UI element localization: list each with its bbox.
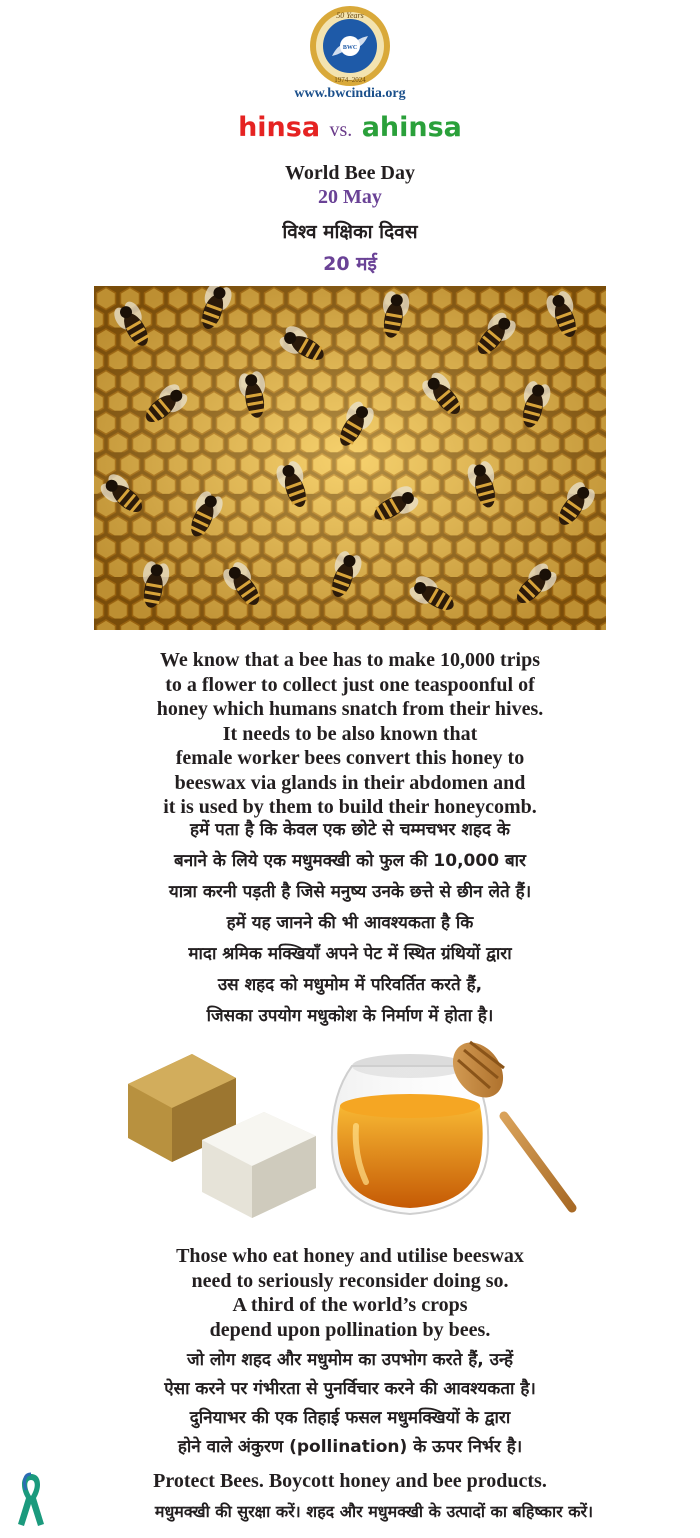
paragraph-line: यात्रा करनी पड़ती है जिसे मनुष्य उनके छत्ते से छीन लेते हैं। [168,882,532,902]
paragraph-line: हमें पता है कि केवल एक छोटे से चम्मचभर शहद के [190,820,510,840]
paragraph-line: A third of the world’s crops [232,1294,468,1316]
paragraph-line: बनाने के लिये एक मधुमक्खी को फुल की 10,000 बार [173,851,527,871]
brand-ahinsa: ahinsa [361,112,462,143]
paragraph-line: depend upon pollination by bees. [209,1318,491,1341]
paragraph-line: beeswax via glands in their abdomen and [174,771,526,794]
cta-english: Protect Bees. Boycott honey and bee products. [153,1470,547,1492]
paragraph-line: दुनियाभर की एक तिहाई फसल मधुमक्खियों के द्वारा [189,1408,511,1428]
brand-hinsa: hinsa [238,112,321,143]
paragraph-line: ऐसा करने पर गंभीरता से पुनर्विचार करने की आवश्यकता है। [164,1379,536,1399]
paragraph-line: it is used by them to build their honeycomb. [163,796,537,818]
website-url[interactable]: www.bwcindia.org [294,86,406,101]
paragraph-line: होने वाले अंकुरण (pollination) के ऊपर निर्भर है। [177,1437,523,1457]
beeswax-and-honey-jar-photo [118,1036,584,1226]
paragraph-line: We know that a bee has to make 10,000 trips [159,649,540,671]
paragraph-line: Those who eat honey and utilise beeswax [176,1245,524,1267]
paragraph-line: need to seriously reconsider doing so. [191,1269,509,1292]
svg-text:BWC: BWC [342,45,358,51]
bwc-logo-icon [306,4,394,88]
event-date-en: 20 May [318,186,382,208]
paragraph2-hindi [0,1346,700,1462]
paragraph2-english [0,1244,700,1342]
paragraph-line: मादा श्रमिक मक्खियाँ अपने पेट में स्थित ग्रंथियों द्वारा [188,944,512,964]
paragraph-line: उस शहद को मधुमोम में परिवर्तित करते हैं, [217,975,483,995]
paragraph-line: जिसका उपयोग मधुकोश के निर्माण में होता है। [206,1006,494,1026]
paragraph-line: It needs to be also known that [222,722,478,745]
paragraph-line: हमें यह जानने की भी आवश्यकता है कि [226,913,474,933]
event-title-en: World Bee Day [285,162,415,184]
paragraph-line: female worker bees convert this honey to [175,747,525,769]
brand-vs: vs. [329,119,353,141]
svg-text:50 Years: 50 Years [336,11,364,20]
bees-on-honeycomb-photo [94,286,606,630]
paragraph1-english [0,648,700,820]
paragraph1-hindi [0,815,700,1032]
paragraph-line: जो लोग शहद और मधुमोम का उपभोग करते हैं, उन्हें [186,1350,514,1370]
cta-hindi: मधुमक्खी की सुरक्षा करें। शहद और मधुमक्खी के उत्पादों का बहिष्कार करें। [154,1502,594,1521]
paragraph-line: honey which humans snatch from their hives. [156,698,544,720]
event-date-hi: 20 मई [323,253,377,275]
paragraph-line: to a flower to collect just one teaspoonful of [165,673,535,696]
event-title-hi: विश्व मक्षिका दिवस [282,221,418,243]
brand-title [0,112,700,143]
svg-text:1974–2024: 1974–2024 [334,76,366,84]
